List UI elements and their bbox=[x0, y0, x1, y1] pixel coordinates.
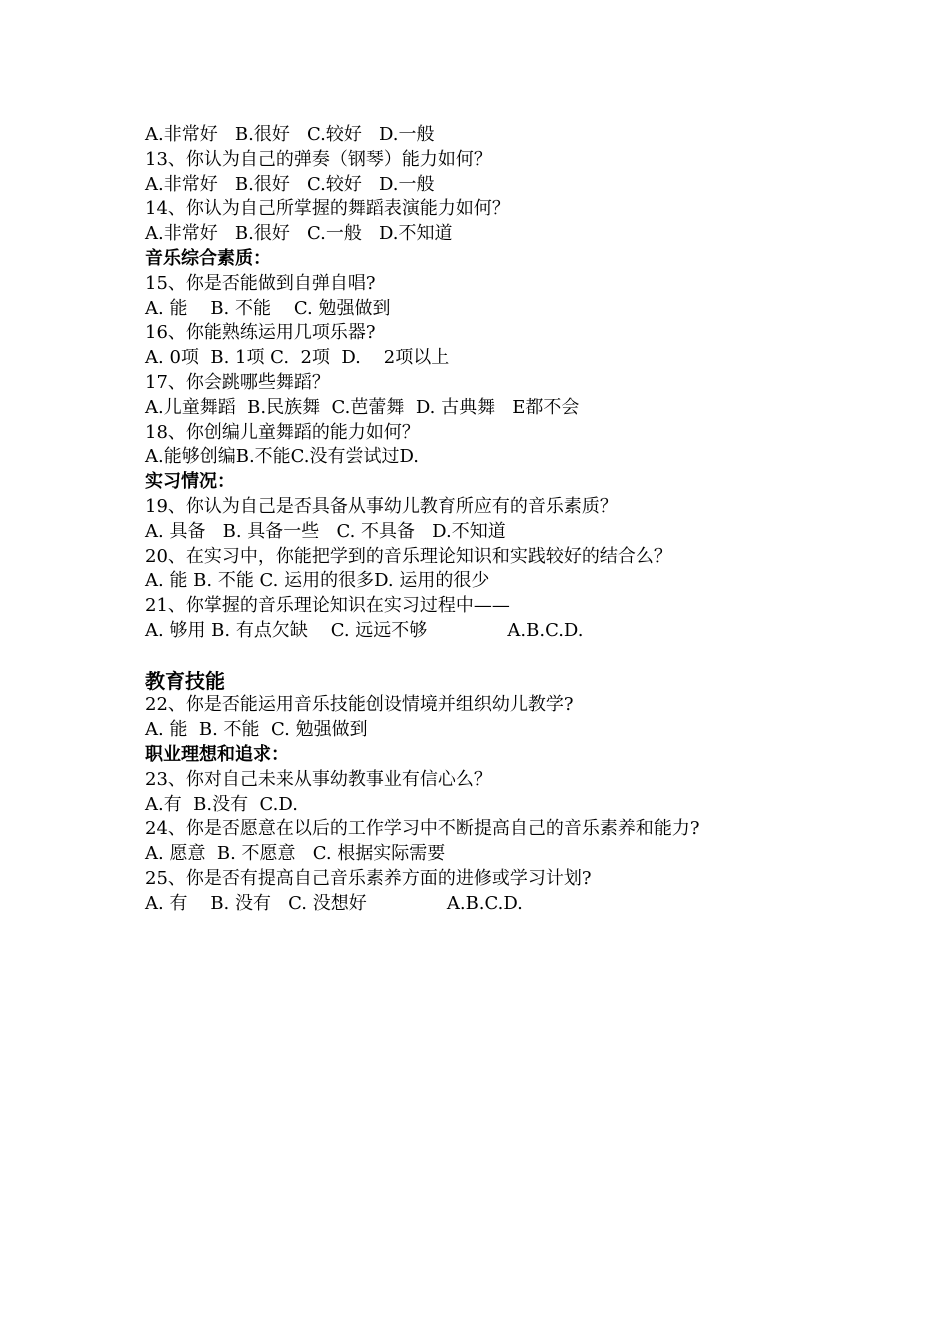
text-line: A.非常好 B.很好 C.一般 D.不知道 bbox=[145, 223, 453, 245]
text-line: 13、你认为自己的弹奏（钢琴）能力如何？ bbox=[145, 148, 492, 170]
section-heading: 音乐综合素质： bbox=[145, 247, 271, 269]
text-line: 23、你对自己未来从事幼教事业有信心么？ bbox=[145, 768, 492, 790]
text-line: 18、你创编儿童舞蹈的能力如何？ bbox=[145, 421, 420, 443]
text-line: A.非常好 B.很好 C.较好 D.一般 bbox=[145, 124, 435, 145]
text-line: A. 能 B. 不能 C. 勉强做到 bbox=[145, 297, 391, 319]
text-line: A. 够用 B. 有点欠缺 C. 远远不够 A.B.C.D. bbox=[145, 619, 584, 641]
text-line: 19、你认为自己是否具备从事幼儿教育所应有的音乐素质？ bbox=[145, 495, 618, 517]
section-heading: 教育技能 bbox=[145, 668, 225, 693]
text-line: 15、你是否能做到自弹自唱? bbox=[145, 272, 376, 294]
text-line: A. 能 B. 不能 C. 勉强做到 bbox=[145, 719, 368, 741]
text-line: 22、你是否能运用音乐技能创设情境并组织幼儿教学? bbox=[145, 694, 574, 716]
text-line: A. 0项 B. 1项 C. 2项 D. 2项以上 bbox=[145, 347, 450, 369]
text-line: 17、你会跳哪些舞蹈？ bbox=[145, 371, 330, 393]
section-heading: 职业理想和追求： bbox=[145, 743, 289, 765]
text-line: A.非常好 B.很好 C.较好 D.一般 bbox=[145, 173, 435, 195]
text-line: A. 能 B. 不能 C. 运用的很多D. 运用的很少 bbox=[145, 570, 490, 592]
text-line: A. 有 B. 没有 C. 没想好 A.B.C.D. bbox=[145, 892, 523, 914]
text-line: A. 具备 B. 具备一些 C. 不具备 D.不知道 bbox=[145, 520, 506, 542]
text-line: 21、你掌握的音乐理论知识在实习过程中—— bbox=[145, 595, 510, 617]
text-line: A.能够创编B.不能C.没有尝试过D. bbox=[145, 446, 420, 468]
text-line: 16、你能熟练运用几项乐器? bbox=[145, 322, 376, 344]
blank-line bbox=[145, 644, 865, 669]
document-body bbox=[145, 123, 865, 917]
text-line: A.儿童舞蹈 B.民族舞 C.芭蕾舞 D. 古典舞 E都不会 bbox=[145, 396, 580, 418]
text-line: 14、你认为自己所掌握的舞蹈表演能力如何？ bbox=[145, 198, 510, 220]
text-line: 25、你是否有提高自己音乐素养方面的进修或学习计划? bbox=[145, 867, 592, 889]
section-heading: 实习情况： bbox=[145, 471, 235, 493]
text-line: A. 愿意 B. 不愿意 C. 根据实际需要 bbox=[145, 843, 446, 865]
text-line: A.有 B.没有 C.D. bbox=[145, 793, 298, 815]
text-line: 20、在实习中，你能把学到的音乐理论知识和实践较好的结合么？ bbox=[145, 545, 672, 567]
text-line: 24、你是否愿意在以后的工作学习中不断提高自己的音乐素养和能力? bbox=[145, 818, 700, 840]
